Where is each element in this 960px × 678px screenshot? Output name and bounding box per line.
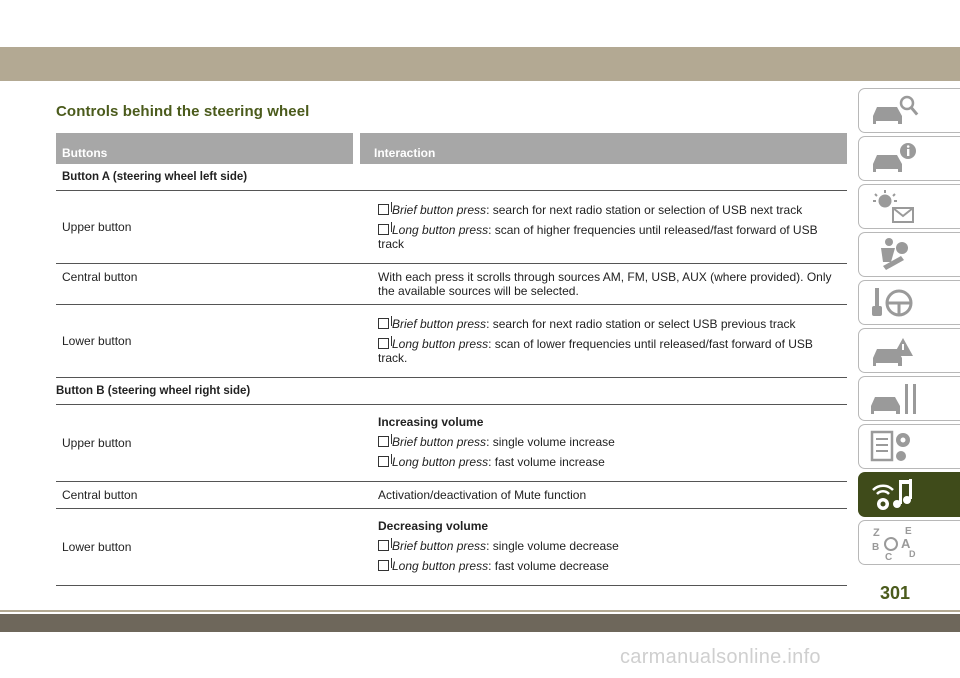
tab-servicing[interactable] xyxy=(858,376,960,421)
tab-car-search[interactable] xyxy=(858,88,960,133)
key-steering-wheel-icon xyxy=(869,284,919,322)
specs-gear-icon xyxy=(869,428,919,466)
checkbox-bullet-icon xyxy=(378,224,389,235)
list-item: Brief button press: search for next radio station or selection of USB next track xyxy=(378,203,839,217)
index-letters-icon xyxy=(869,524,919,562)
sub-heading: Decreasing volume xyxy=(378,519,489,533)
list-item: Brief button press: single volume decrease xyxy=(378,539,839,553)
checkbox-bullet-icon xyxy=(378,204,389,215)
table-header xyxy=(56,133,847,164)
table-row xyxy=(56,191,847,264)
table-row xyxy=(56,305,847,378)
tab-index[interactable] xyxy=(858,520,960,565)
car-info-icon xyxy=(869,140,919,178)
group-row-a: Button A (steering wheel left side) xyxy=(56,164,847,191)
sub-heading: Increasing volume xyxy=(378,415,484,429)
chapter-tabs xyxy=(858,88,960,568)
checkbox-bullet-icon xyxy=(378,318,389,329)
warning-light-message-icon xyxy=(869,188,919,226)
tab-starting-driving[interactable] xyxy=(858,280,960,325)
watermark: carmanualsonline.info xyxy=(620,646,821,668)
group-row-b: Button B (steering wheel right side) xyxy=(56,378,847,405)
tab-multimedia[interactable] xyxy=(858,472,960,517)
button-name: Upper button xyxy=(62,220,132,234)
interaction-cell xyxy=(378,405,847,481)
tab-emergency[interactable] xyxy=(858,328,960,373)
list-item: Long button press: scan of lower frequencies until released/fast forward of USB track. xyxy=(378,337,813,365)
index-letter: E xyxy=(905,525,912,537)
interaction-cell: Activation/deactivation of Mute function xyxy=(378,488,587,502)
top-color-band xyxy=(0,47,960,81)
button-name: Upper button xyxy=(62,436,132,450)
tab-car-info[interactable] xyxy=(858,136,960,181)
table-row xyxy=(56,405,847,482)
list-item: Long button press: fast volume increase xyxy=(378,455,839,469)
interaction-cell xyxy=(378,191,847,263)
checkbox-bullet-icon xyxy=(378,540,389,551)
section-title: Controls behind the steering wheel xyxy=(56,103,310,120)
index-letter: Z xyxy=(873,526,880,539)
controls-table xyxy=(56,133,847,586)
car-service-tools-icon xyxy=(869,380,919,418)
multimedia-music-icon xyxy=(869,476,919,514)
interaction-cell: With each press it scrolls through sources AM, FM, USB, AUX (where provided). Only the available sources will be selected. xyxy=(378,270,832,298)
tab-safety[interactable] xyxy=(858,232,960,277)
page-number: 301 xyxy=(880,583,911,603)
list-item: Long button press: fast volume decrease xyxy=(378,559,839,573)
button-name: Lower button xyxy=(62,540,132,554)
header-interaction: Interaction xyxy=(360,133,847,164)
button-name: Central button xyxy=(62,488,138,502)
index-letter: B xyxy=(872,541,880,553)
bottom-color-band xyxy=(0,614,960,632)
index-letter: C xyxy=(885,551,893,562)
button-name: Central button xyxy=(62,270,138,284)
table-row xyxy=(56,264,847,305)
tab-warning-lights[interactable] xyxy=(858,184,960,229)
list-item: Brief button press: single volume increase xyxy=(378,435,839,449)
header-buttons: Buttons xyxy=(56,133,353,164)
checkbox-bullet-icon xyxy=(378,560,389,571)
car-emergency-icon xyxy=(869,332,919,370)
table-row xyxy=(56,509,847,586)
checkbox-bullet-icon xyxy=(378,338,389,349)
bottom-rule xyxy=(0,610,960,612)
interaction-cell xyxy=(378,509,847,585)
button-name: Lower button xyxy=(62,334,132,348)
checkbox-bullet-icon xyxy=(378,456,389,467)
table-row xyxy=(56,482,847,509)
list-item: Long button press: scan of higher frequencies until released/fast forward of USB track xyxy=(378,223,818,251)
interaction-cell xyxy=(378,305,847,377)
index-letter: A xyxy=(901,535,911,551)
tab-technical-specs[interactable] xyxy=(858,424,960,469)
car-search-icon xyxy=(869,92,919,130)
checkbox-bullet-icon xyxy=(378,436,389,447)
list-item: Brief button press: search for next radio station or select USB previous track xyxy=(378,317,839,331)
index-letter: D xyxy=(909,548,916,559)
seat-airbag-icon xyxy=(869,236,919,274)
